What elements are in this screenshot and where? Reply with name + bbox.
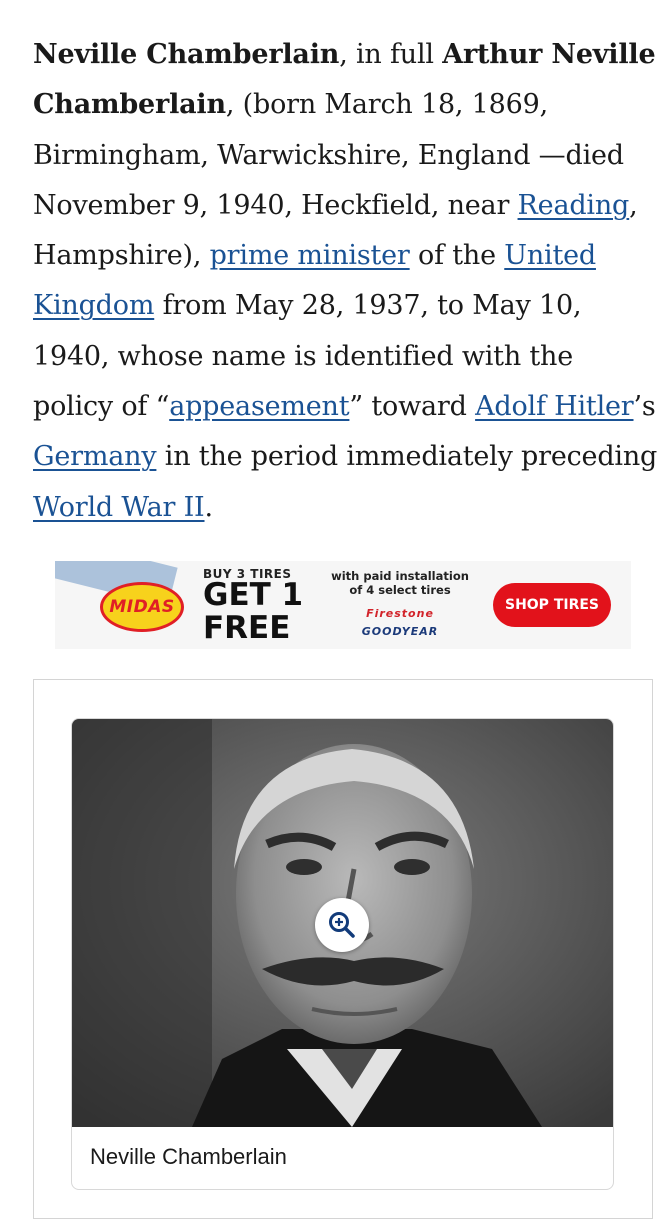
link-germany[interactable]: Germany <box>33 441 157 473</box>
figure[interactable] <box>71 718 614 1190</box>
link-world-war-ii[interactable]: World War II <box>33 491 205 523</box>
text-segment: ” toward <box>349 391 476 423</box>
logo-text: MIDAS <box>109 597 175 617</box>
firestone-logo: Firestone <box>366 607 434 620</box>
article-paragraph <box>33 30 658 533</box>
subject-name: Neville Chamberlain <box>33 39 340 70</box>
text-segment: in the period immediately preceding <box>156 441 658 473</box>
text-segment: ’s <box>633 391 656 423</box>
zoom-in-icon <box>327 910 357 940</box>
figure-caption: Neville Chamberlain <box>90 1144 287 1169</box>
link-united-kingdom[interactable]: United Kingdom <box>33 240 596 322</box>
text-segment: . <box>204 491 213 523</box>
midas-logo <box>100 582 184 632</box>
ad-installation-text: with paid installation of 4 select tires <box>331 569 469 597</box>
ad-get-text: GET 1 <box>203 577 304 613</box>
ad-banner[interactable] <box>55 561 631 649</box>
shop-tires-button[interactable]: SHOP TIRES <box>493 583 611 627</box>
link-adolf-hitler[interactable]: Adolf Hitler <box>475 391 634 423</box>
ad-free-text: FREE <box>203 610 291 646</box>
text-segment: , (born March 18, 1869, Birmingham, Warwickshire, England —died November 9, 1940, Heckfield, near <box>33 89 624 221</box>
text-segment: from May 28, 1937, to May 10, 1940, whose name is identified with the policy of “ <box>33 290 582 423</box>
subject-full-name: Arthur Neville Chamberlain <box>33 39 656 121</box>
link-reading[interactable]: Reading <box>517 189 630 221</box>
link-prime-minister[interactable]: prime minister <box>209 240 410 272</box>
text-segment: of the <box>409 240 505 272</box>
text-segment: , Hampshire), <box>33 189 638 272</box>
zoom-button[interactable] <box>315 898 369 952</box>
ad-buy-text: BUY 3 TIRES <box>203 567 292 581</box>
link-appeasement[interactable]: appeasement <box>169 391 350 423</box>
goodyear-logo: GOODYEAR <box>361 625 439 638</box>
text-segment: , in full <box>339 39 443 70</box>
